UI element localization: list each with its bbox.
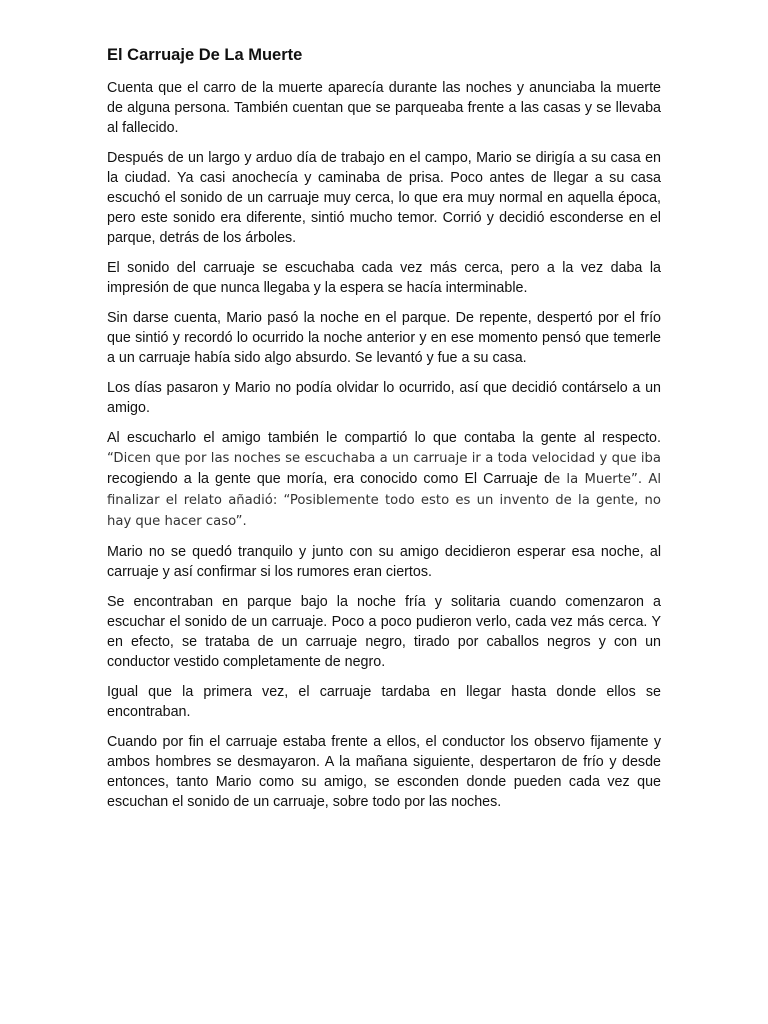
document-title: El Carruaje De La Muerte bbox=[107, 46, 303, 64]
paragraph-9: Cuando por fin el carruaje estaba frente a ellos, el conductor los observo fijamente y ambos hombres se desmayaron. A la mañana siguiente, despertaron de frío y desde entonces, tanto Mario como su amigo, se esconden donde pueden cada vez que escuchan el sonido de un carruaje, sobre todo por las noches. bbox=[107, 734, 661, 810]
paragraph-quote bbox=[107, 428, 661, 532]
paragraph-7: Se encontraban en parque bajo la noche fría y solitaria cuando comenzaron a escuchar el sonido de un carruaje. Poco a poco pudieron verlo, cada vez más cerca. Y en efecto, se trataba de un carruaje negro, tirado por caballos negros y con un conductor vestido completamente de negro. bbox=[107, 594, 661, 670]
quote-text-1: “Dicen que por las noches se escuchaba a un carruaje ir a toda velocidad y que iba bbox=[107, 451, 661, 466]
quote-text-2: recogiendo a la gente que moría, era conocido como El Carruaje d bbox=[107, 471, 553, 487]
paragraph-8: Igual que la primera vez, el carruaje tardaba en llegar hasta donde ellos se encontraban. bbox=[107, 684, 661, 720]
quote-intro-text: Al escucharlo el amigo también le compartió lo que contaba la gente al respecto. bbox=[107, 430, 661, 446]
paragraph-6: Mario no se quedó tranquilo y junto con su amigo decidieron esperar esa noche, al carruaje y así confirmar si los rumores eran ciertos. bbox=[107, 544, 661, 580]
paragraph-4: Sin darse cuenta, Mario pasó la noche en el parque. De repente, despertó por el frío que sintió y recordó lo ocurrido la noche anterior y en ese momento pensó que temerle a un carruaje había sido algo absurdo. Se levantó y fue a su casa. bbox=[107, 310, 661, 366]
paragraph-1: Cuenta que el carro de la muerte aparecía durante las noches y anunciaba la muerte de alguna persona. También cuentan que se parqueaba frente a las casas y se llevaba al fallecido. bbox=[107, 80, 661, 136]
document-page bbox=[107, 44, 661, 822]
paragraph-3: El sonido del carruaje se escuchaba cada vez más cerca, pero a la vez daba la impresión de que nunca llegaba y la espera se hacía interminable. bbox=[107, 260, 661, 296]
paragraph-2: Después de un largo y arduo día de trabajo en el campo, Mario se dirigía a su casa en la ciudad. Ya casi anochecía y caminaba de prisa. Poco antes de llegar a su casa escuchó el sonido de un carruaje muy cerca, lo que era muy normal en aquella época, pero este sonido era diferente, sintió mucho temor. Corrió y decidió esconderse en el parque, detrás de los árboles. bbox=[107, 150, 661, 246]
quote-text-3: e la Muerte”. Al finalizar el relato añadió: “Posiblemente todo esto es un invento de la gente, no hay que hacer caso”. bbox=[107, 472, 662, 529]
paragraph-5: Los días pasaron y Mario no podía olvidar lo ocurrido, así que decidió contárselo a un amigo. bbox=[107, 380, 661, 416]
